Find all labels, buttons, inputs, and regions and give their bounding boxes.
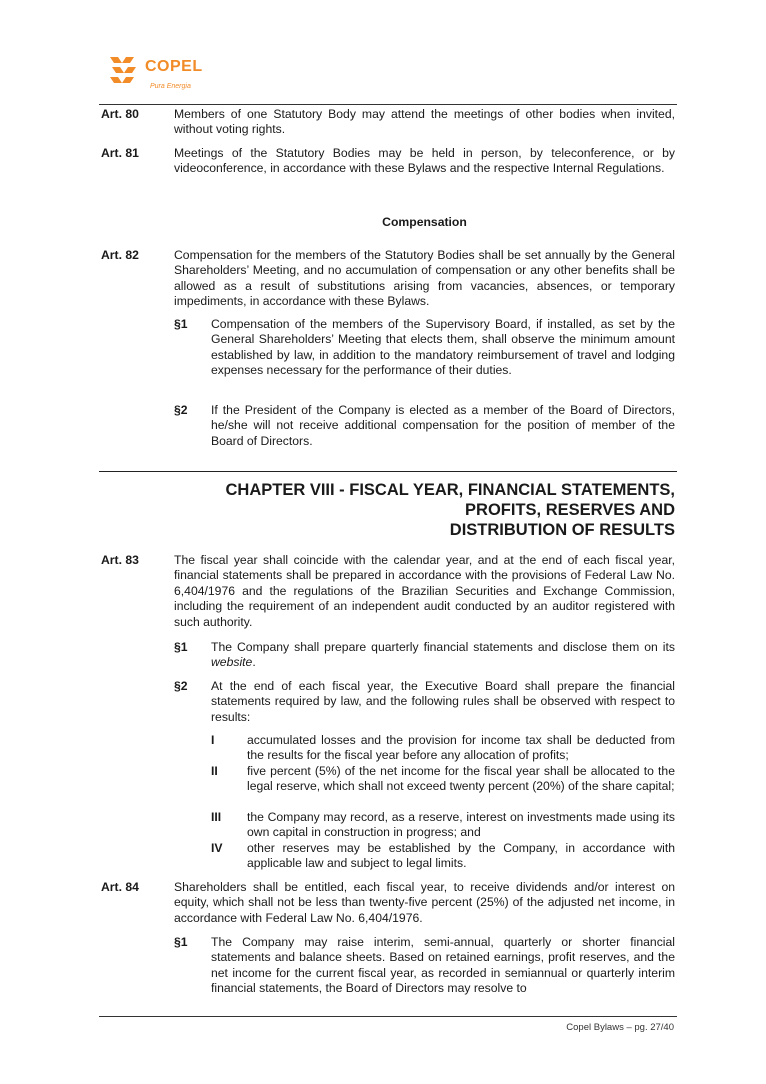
art83-item-label: II (211, 764, 218, 778)
art83-item-text: the Company may record, as a reserve, interest on investments made using its own capital in construction in progress; and (247, 810, 675, 840)
art83-item-text: other reserves may be established by the Company, in accordance with applicable law and subject to legal limits. (247, 841, 675, 871)
chapter-heading (174, 480, 675, 540)
art84-text: Shareholders shall be entitled, each fiscal year, to receive dividends and/or interest on equity, which shall not be less than twenty-five percent (25%) of the adjusted net income, in accordance with Federal Law No. 6,404/1976. (174, 880, 675, 925)
art84-p1-label: §1 (174, 935, 188, 949)
art83-p1-website: website (211, 655, 253, 670)
chapter-heading-line3: DISTRIBUTION OF RESULTS (449, 521, 675, 539)
chapter-heading-line2: PROFITS, RESERVES AND (465, 501, 675, 519)
art80-label: Art. 80 (101, 107, 139, 121)
bottom-divider (99, 1016, 677, 1017)
art83-text: The fiscal year shall coincide with the calendar year, and at the end of each fiscal year, financial statements shall be prepared in accordance with the provisions of Federal Law No. 6,404/1976 and the regulations of the Brazilian Securities and Exchange Commission, including the requirement of an independent audit conducted by an auditor registered with such authority. (174, 553, 675, 629)
copel-logo (108, 55, 248, 95)
chapter-heading-line1: CHAPTER VIII - FISCAL YEAR, FINANCIAL STATEMENTS, (225, 481, 675, 499)
art82-p2-text: If the President of the Company is elected as a member of the Board of Directors, he/she will not receive additional compensation for the position of member of the Board of Directors. (211, 403, 675, 448)
art83-p2-label: §2 (174, 679, 188, 693)
top-divider (99, 104, 677, 105)
art83-item-text: accumulated losses and the provision for income tax shall be deducted from the results for the fiscal year before any allocation of profits; (247, 733, 675, 763)
art83-p1-text (211, 640, 675, 671)
art83-item-text: five percent (5%) of the net income for the fiscal year shall be allocated to the legal reserve, which shall not exceed twenty percent (20%) of the share capital; (247, 764, 675, 794)
art84-p1-text: The Company may raise interim, semi-annual, quarterly or shorter financial statements and balance sheets. Based on retained earnings, profit reserves, and the net income for the current fiscal year, as recorded in semiannual or quarterly interim financial statements, the Board of Directors may resolve to (211, 935, 675, 996)
chapter-divider (99, 471, 677, 472)
art82-p1-text: Compensation of the members of the Supervisory Board, if installed, as set by the General Shareholders’ Meeting that elects them, shall observe the minimum amount established by law, in addition to the mandatory reimbursement of travel and lodging expenses necessary for the performance of their duties. (211, 317, 675, 378)
art83-p1-text-main: The Company shall prepare quarterly financial statements and disclose them on its (211, 640, 675, 654)
art83-item-label: I (211, 733, 215, 747)
art82-text: Compensation for the members of the Statutory Bodies shall be set annually by the General Shareholders’ Meeting, and no accumulation of compensation or any other benefits shall be allowed as a result of substitutions arising from vacancies, absences, or temporary impediments, in accordance with these Bylaws. (174, 248, 675, 309)
logo-name: COPEL (145, 58, 203, 75)
logo-tagline: Pura Energia (150, 83, 191, 90)
art83-item-label: III (211, 810, 222, 824)
art83-p1-text-end: . (252, 655, 256, 670)
art84-label: Art. 84 (101, 880, 139, 894)
art83-item-label: IV (211, 841, 223, 855)
art82-p1-label: §1 (174, 317, 188, 331)
art81-label: Art. 81 (101, 146, 139, 160)
art81-text: Meetings of the Statutory Bodies may be held in person, by teleconference, or by videoconference, in accordance with these Bylaws and the respective Internal Regulations. (174, 146, 675, 176)
art83-p1-label: §1 (174, 640, 188, 654)
art82-p2-label: §2 (174, 403, 188, 417)
copel-logo-icon (108, 55, 142, 87)
art83-label: Art. 83 (101, 553, 139, 567)
page-footer: Copel Bylaws – pg. 27/40 (566, 1022, 674, 1033)
section-heading-compensation: Compensation (382, 215, 467, 229)
art82-label: Art. 82 (101, 248, 139, 262)
art80-text: Members of one Statutory Body may attend the meetings of other bodies when invited, without voting rights. (174, 107, 675, 137)
art83-p2-text: At the end of each fiscal year, the Executive Board shall prepare the financial statements required by law, and the following rules shall be observed with respect to results: (211, 679, 675, 724)
